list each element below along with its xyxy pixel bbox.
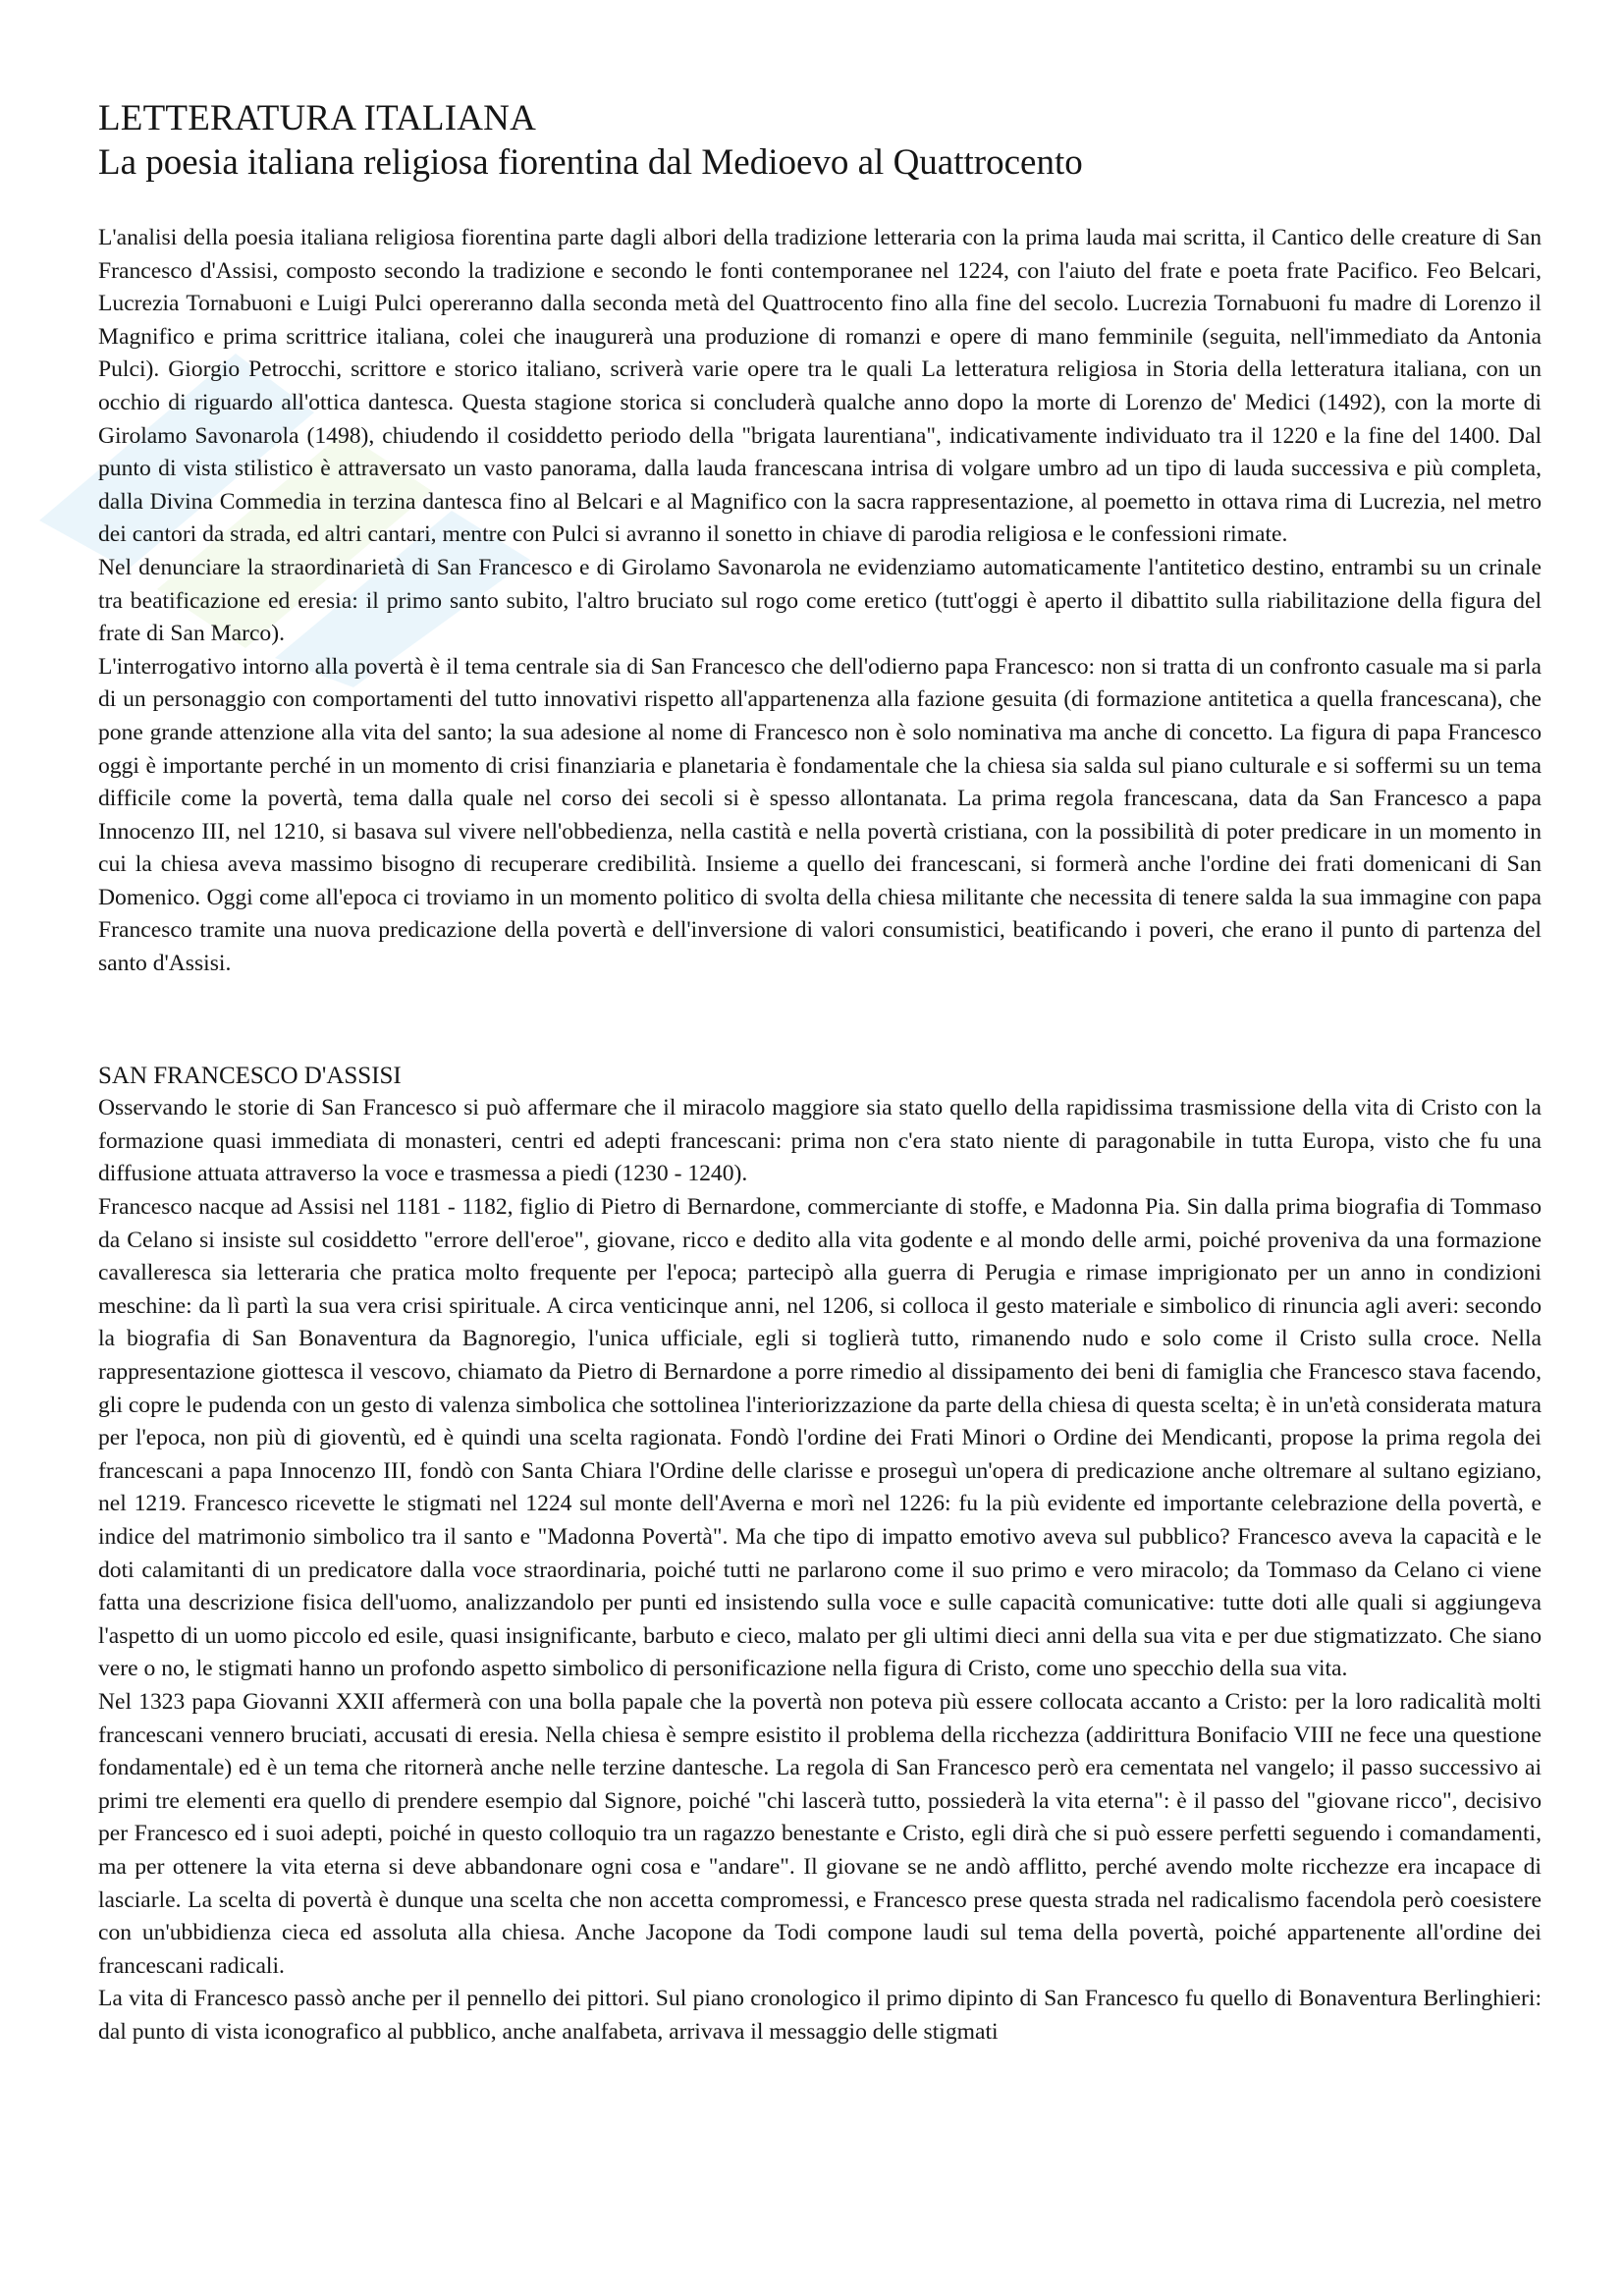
intro-paragraph-3: L'interrogativo intorno alla povertà è il tema centrale sia di San Francesco che dell'odierno papa Francesco: non si tratta di un confronto casuale ma si parla di un personaggio con comportamenti del tutto innovativi rispetto all'appartenenza alla fazione gesuita (di formazione antitetica a quella francescana), che pone grande attenzione alla vita del santo; la sua adesione al nome di Francesco non è solo nominativa ma anche di concetto. La figura di papa Francesco oggi è importante perché in un momento di crisi finanziaria e planetaria è fondamentale che la chiesa sia salda sul piano culturale e si soffermi su un tema difficile come la povertà, tema dalla quale nel corso dei secoli si è spesso allontanata. La prima regola francescana, data da San Francesco a papa Innocenzo III, nel 1210, si basava sul vivere nell'obbedienza, nella castità e nella povertà cristiana, con la possibilità di poter predicare in un momento in cui la chiesa aveva massimo bisogno di recuperare credibilità. Insieme a quello dei francescani, si formerà anche l'ordine dei frati domenicani di San Domenico. Oggi come all'epoca ci troviamo in un momento politico di svolta della chiesa militante che necessita di tenere salda la sua immagine con papa Francesco tramite una nuova predicazione della povertà e dell'inversione di valori consumistici, beatificando i poveri, che erano il punto di partenza del santo d'Assisi. bbox=[98, 653, 1542, 977]
page-subtitle: La poesia italiana religiosa fiorentina dal Medioevo al Quattrocento bbox=[98, 142, 1083, 183]
san-francesco-section bbox=[98, 1060, 1542, 2050]
section-heading: SAN FRANCESCO D'ASSISI bbox=[98, 1062, 402, 1089]
page-title: LETTERATURA ITALIANA bbox=[98, 98, 536, 138]
intro-section bbox=[98, 222, 1542, 981]
intro-paragraph-2: Nel denunciare la straordinarietà di San Francesco e di Girolamo Savonarola ne evidenziamo automaticamente l'antitetico destino, entrambi su un crinale tra beatificazione ed eresia: il primo santo subito, l'altro bruciato sul rogo come eretico (tutt'oggi è aperto il dibattito sulla riabilitazione della figura del frate di San Marco). bbox=[98, 554, 1542, 647]
section-paragraph-2: Francesco nacque ad Assisi nel 1181 - 1182, figlio di Pietro di Bernardone, commerciante di stoffe, e Madonna Pia. Sin dalla prima biografia di Tommaso da Celano si insiste sul cosiddetto "errore dell'eroe", giovane, ricco e dedito alla vita godente e al mondo delle armi, poiché proveniva da una formazione cavalleresca sia letteraria che pratica molto frequente per l'epoca; partecipò alla guerra di Perugia e rimase imprigionato per un anno in condizioni meschine: da lì partì la sua vera crisi spirituale. A circa venticinque anni, nel 1206, si colloca il gesto materiale e simbolico di rinuncia agli averi: secondo la biografia di San Bonaventura da Bagnoregio, l'unica ufficiale, egli si toglierà tutto, rimanendo nudo e solo come il Cristo sulla croce. Nella rappresentazione giottesca il vescovo, chiamato da Pietro di Bernardone a porre rimedio al dissipamento dei beni di famiglia che Francesco stava facendo, gli copre le pudenda con un gesto di valenza simbolica che sottolinea l'interiorizzazione da parte della chiesa di questa scelta; è in un'età considerata matura per l'epoca, non più di gioventù, ed è quindi una scelta ragionata. Fondò l'ordine dei Frati Minori o Ordine dei Mendicanti, propose la prima regola dei francescani a papa Innocenzo III, fondò con Santa Chiara l'Ordine delle clarisse e proseguì un'opera di predicazione anche oltremare al sultano egiziano, nel 1219. Francesco ricevette le stigmati nel 1224 sul monte dell'Averna e morì nel 1226: fu la più evidente ed importante celebrazione della povertà, e indice del matrimonio simbolico tra il santo e "Madonna Povertà". Ma che tipo di impatto emotivo aveva sul pubblico? Francesco aveva la capacità e le doti calamitanti di un predicatore dalla voce straordinaria, poiché tutti ne parlarono come il suo primo e vero miracolo; da Tommaso da Celano ci viene fatta una descrizione fisica dell'uomo, analizzandolo per punti ed insistendo sulla voce e sulle capacità comunicative: tutte doti alle quali si aggiungeva l'aspetto di un uomo piccolo ed esile, quasi insignificante, barbuto e cieco, malato per gli ultimi dieci anni della sua vita e per due stigmatizzato. Che siano vere o no, le stigmati hanno un profondo aspetto simbolico di personificazione nella figura di Cristo, come uno specchio della sua vita. bbox=[98, 1194, 1542, 1682]
section-paragraph-4: La vita di Francesco passò anche per il pennello dei pittori. Sul piano cronologico il primo dipinto di San Francesco fu quello di Bonaventura Berlinghieri: dal punto di vista iconografico al pubblico, anche analfabeta, arrivava il messaggio delle stigmati bbox=[98, 1986, 1542, 2045]
section-paragraph-3: Nel 1323 papa Giovanni XXII affermerà con una bolla papale che la povertà non poteva più essere collocata accanto a Cristo: per la loro radicalità molti francescani vennero bruciati, accusati di eresia. Nella chiesa è sempre esistito il problema della ricchezza (addirittura Bonifacio VIII ne fece una questione fondamentale) ed è un tema che ritornerà anche nelle terzine dantesche. La regola di San Francesco però era cementata nel vangelo; il passo successivo ai primi tre elementi era quello di prendere esempio dal Signore, poiché "chi lascerà tutto, possiederà la vita eterna": è il passo del "giovane ricco", decisivo per Francesco ed i suoi adepti, poiché in questo colloquio tra un ragazzo benestante e Cristo, egli dirà che si può essere perfetti seguendo i comandamenti, ma per ottenere la vita eterna si deve abbandonare ogni cosa e "andare". Il giovane se ne andò afflitto, perché avendo molte ricchezze era incapace di lasciarle. La scelta di povertà è dunque una scelta che non accetta compromessi, e Francesco prese questa strada nel radicalismo facendola però coesistere con un'ubbidienza cieca ed assoluta alla chiesa. Anche Jacopone da Todi compone laudi sul tema della povertà, poiché appartenente all'ordine dei francescani radicali. bbox=[98, 1688, 1542, 1979]
section-paragraph-1: Osservando le storie di San Francesco si può affermare che il miracolo maggiore sia stato quello della rapidissima trasmissione della vita di Cristo con la formazione quasi immediata di monasteri, centri ed adepti francescani: prima non c'era stato niente di paragonabile in tutta Europa, visto che fu una diffusione attuata attraverso la voce e trasmessa a piedi (1230 - 1240). bbox=[98, 1095, 1542, 1187]
document-page bbox=[98, 96, 1542, 2049]
intro-paragraph-1: L'analisi della poesia italiana religiosa fiorentina parte dagli albori della tradizione letteraria con la prima lauda mai scritta, il Cantico delle creature di San Francesco d'Assisi, composto secondo la tradizione e secondo le fonti contemporanee nel 1224, con l'aiuto del frate e poeta frate Pacifico. Feo Belcari, Lucrezia Tornabuoni e Luigi Pulci opereranno dalla seconda metà del Quattrocento fino alla fine del secolo. Lucrezia Tornabuoni fu madre di Lorenzo il Magnifico e prima scrittrice italiana, colei che inaugurerà una produzione di romanzi e opere di mano femminile (seguita, nell'immediato da Antonia Pulci). Giorgio Petrocchi, scrittore e storico italiano, scriverà varie opere tra le quali La letteratura religiosa in Storia della letteratura italiana, con un occhio di riguardo all'ottica dantesca. Questa stagione storica si concluderà qualche anno dopo la morte di Lorenzo de' Medici (1492), con la morte di Girolamo Savonarola (1498), chiudendo il cosiddetto periodo della "brigata laurentiana", indicativamente individuato tra il 1220 e la fine del 1400. Dal punto di vista stilistico è attraversato un vasto panorama, dalla lauda francescana intrisa di volgare umbro ad un tipo di lauda successiva e più completa, dalla Divina Commedia in terzina dantesca fino al Belcari e al Magnifico con la sacra rappresentazione, al poemetto in ottava rima di Lucrezia, nel metro dei cantori da strada, ed altri cantari, mentre con Pulci si avranno il sonetto in chiave di parodia religiosa e le confessioni rimate. bbox=[98, 225, 1542, 548]
